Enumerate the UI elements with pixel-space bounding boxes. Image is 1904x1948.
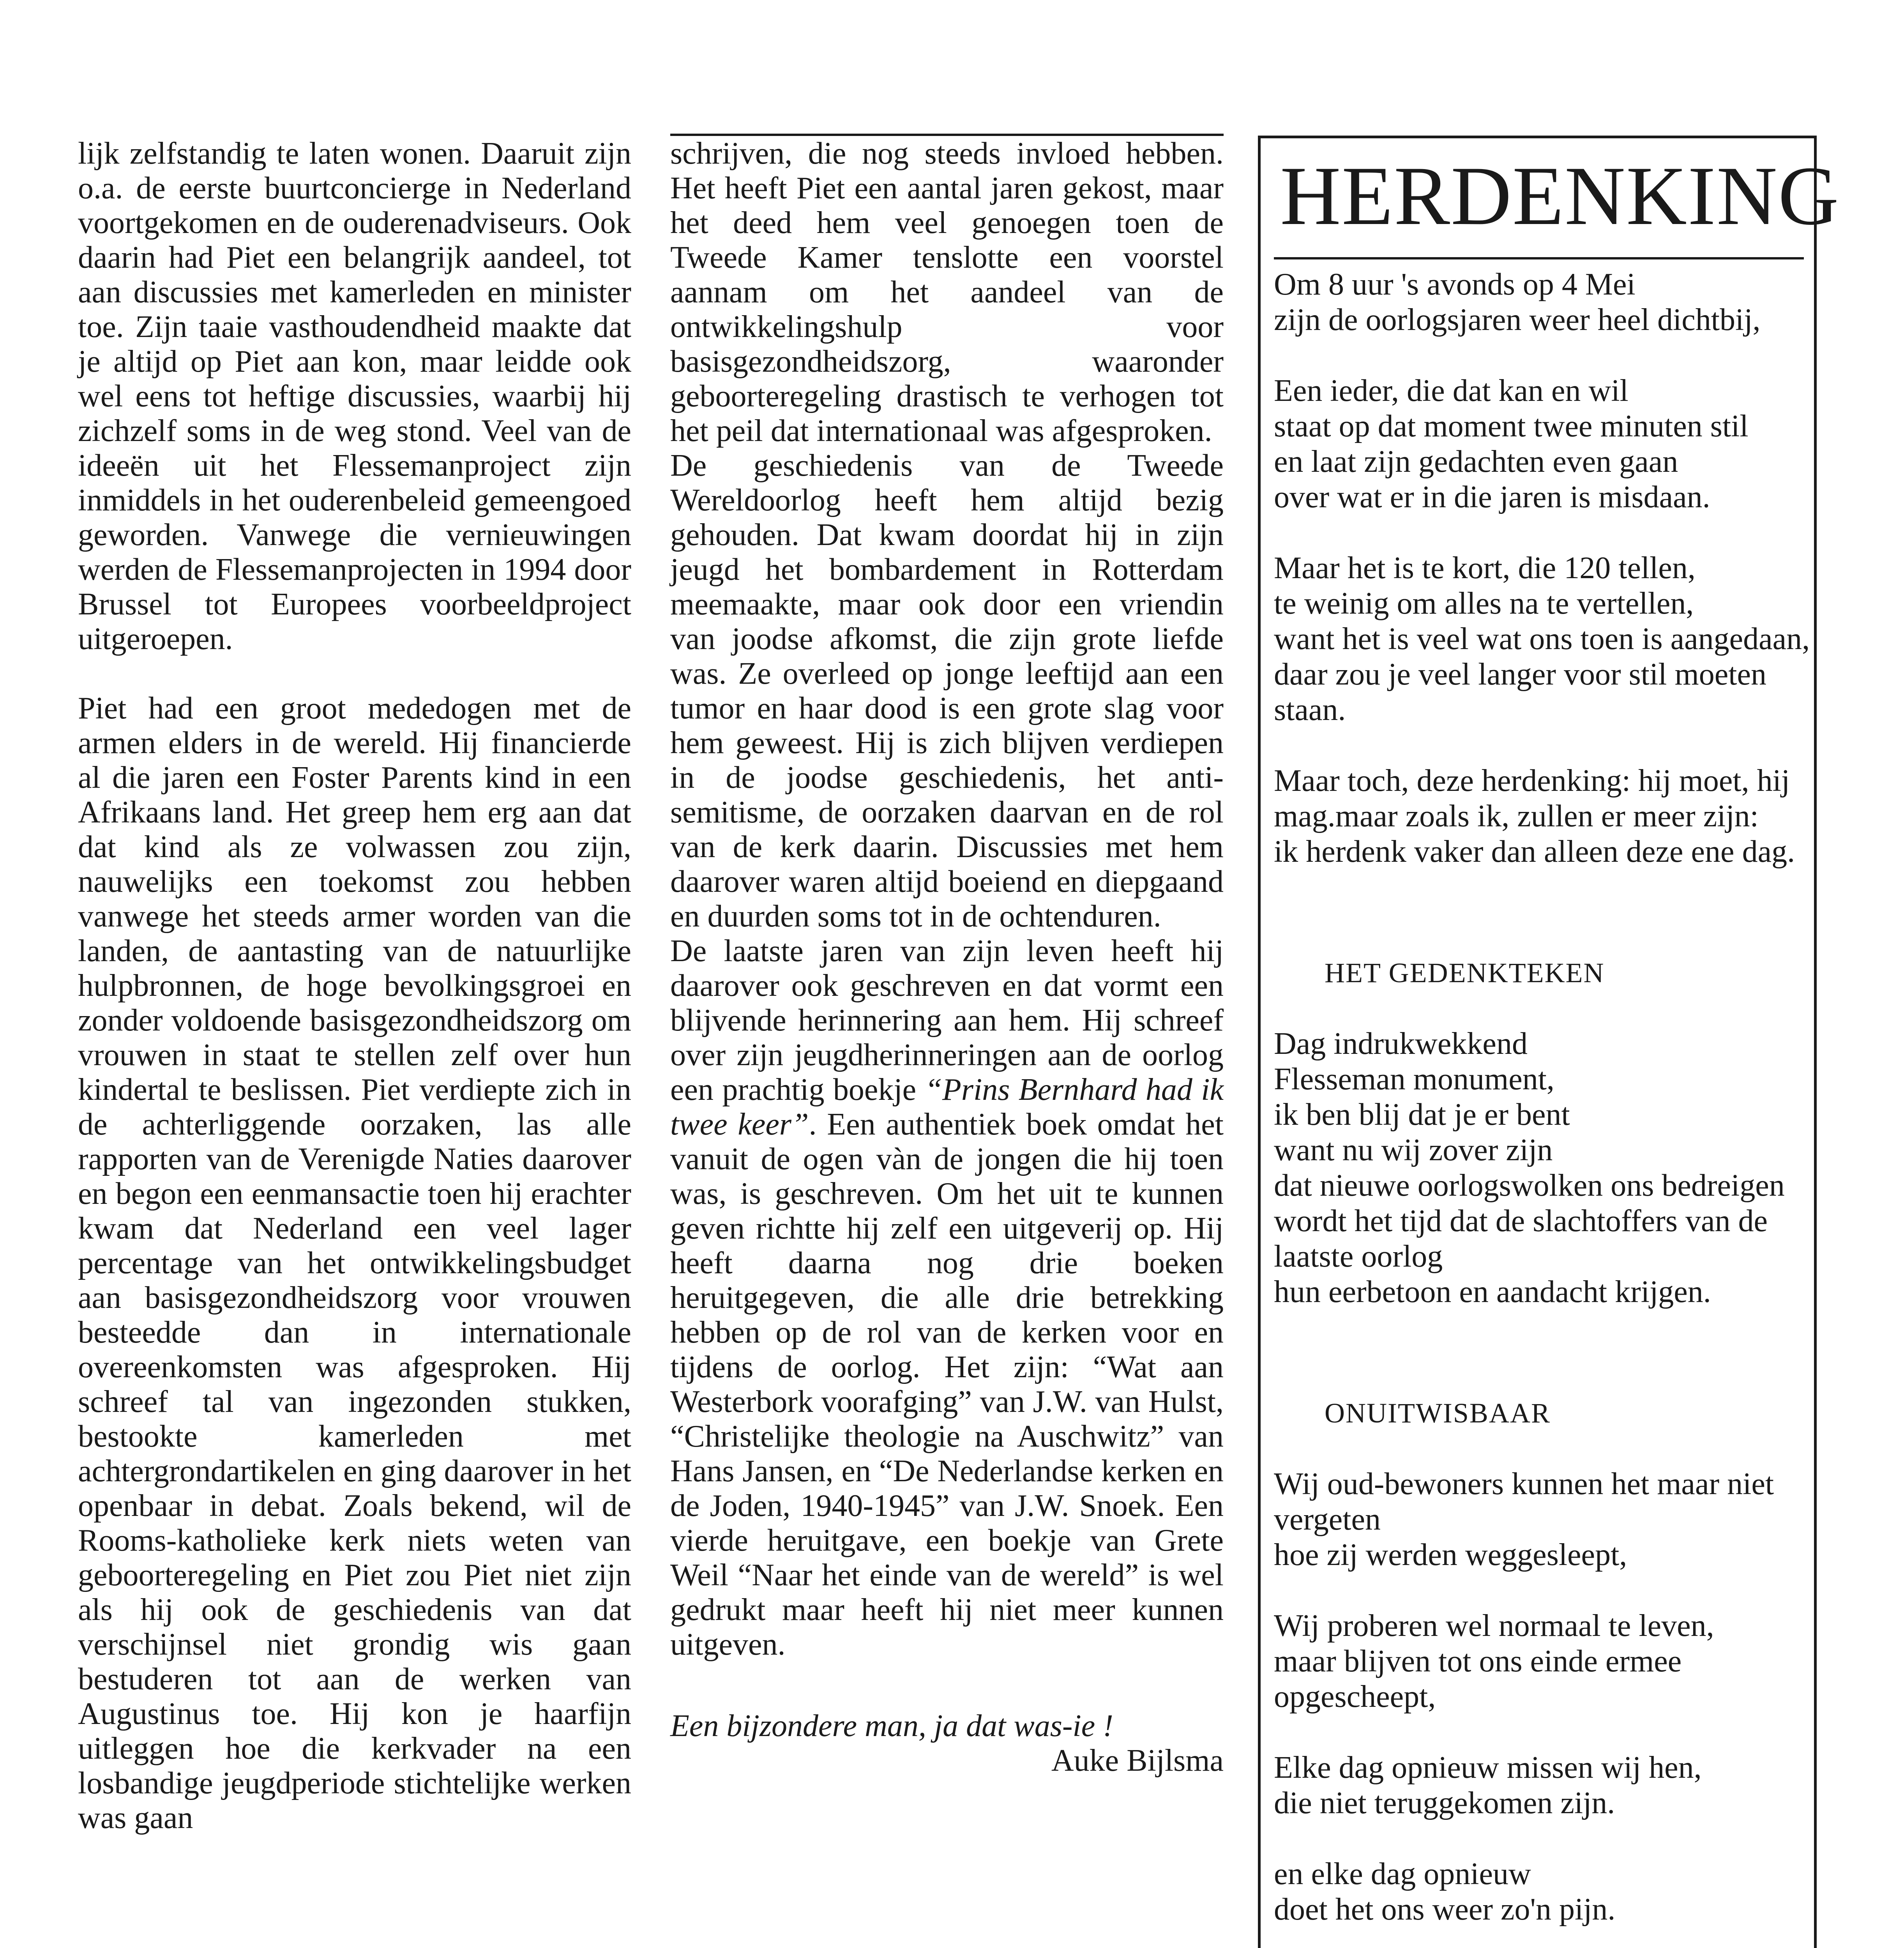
poem-line: ik herdenk vaker dan alleen deze ene dag.: [1274, 835, 1795, 869]
poem-line: over wat er in die jaren is misdaan.: [1274, 480, 1710, 514]
poem-line: dat nieuwe oorlogswolken ons bedreigen: [1274, 1168, 1785, 1203]
article-column-2: [670, 136, 1224, 1778]
poem-stanza: [1274, 1750, 1812, 1821]
book-title: “Prins Bernhard had ik twee keer”: [670, 1073, 1224, 1142]
section-heading: ONUITWISBAAR: [1325, 1397, 1551, 1429]
poem-stanza: [1274, 373, 1812, 515]
poem-line: te weinig om alles na te vertellen,: [1274, 586, 1694, 621]
article-column-1: [78, 136, 631, 1835]
paragraph-text: De laatste jaren van zijn leven heeft hij daarover ook geschreven en dat vormt een blijvende herinnering aan hem. Hij schreef over zijn jeugdherinneringen aan de oorlog een prachtig boekje: [670, 934, 1224, 1107]
poem-line: Maar toch, deze herdenking: hij moet, hij: [1274, 764, 1790, 798]
poem-line: maar blijven tot ons einde ermee: [1274, 1644, 1682, 1678]
poem-line: Flesseman monument,: [1274, 1062, 1554, 1096]
poem-line: vergeten: [1274, 1502, 1381, 1537]
poem-section-herdenking: [1274, 267, 1812, 870]
poem-line: want nu wij zover zijn: [1274, 1133, 1553, 1167]
paragraph-text: . Een authentiek boek omdat het vanuit de ogen vàn de jongen die hij toen was, is geschreven. Om het uit te kunnen geven richtte hij zelf een uitgeverij op. Hij heeft daarna nog drie boeken heruitgegeven, die alle drie betrekking hebben op de rol van de kerken voor en tijdens de oorlog. Het zijn: “Wat aan Westerbork voorafging” van J.W. van Hulst, “Christelijke theologie na Auschwitz” van Hans Jansen, en “De Nederlandse kerken en de Joden, 1940-1945” van J.W. Snoek. Een vierde heruitgave, een boekje van Grete Weil “Naar het einde van de wereld” is wel gedrukt maar heeft hij niet meer kunnen uitgeven.: [670, 1107, 1224, 1662]
poem-stanza: [1274, 1856, 1812, 1927]
article-paragraph: Piet had een groot mededogen met de armen elders in de wereld. Hij financierde al die jaren een Foster Parents kind in een Afrikaans land. Het greep hem erg aan dat dat kind als ze volwassen zou zijn, nauwelijks een toekomst zou hebben vanwege het steeds armer worden van die landen, de aantasting van de natuurlijke hulpbronnen, de hoge bevolkingsgroei en zonder voldoende basisgezondheidszorg om vrouwen in staat te stellen zelf over hun kindertal te beslissen. Piet verdiepte zich in de achterliggende oorzaken, las alle rapporten van de Verenigde Naties daarover en begon een eenmansactie toen hij erachter kwam dat Nederland een veel lager percentage van het ontwikkelingsbudget aan basisgezondheidszorg voor vrouwen besteedde dan in internationale overeenkomsten was afgesproken. Hij schreef tal van ingezonden stukken, bestookte kamerleden met achtergrondartikelen en ging daarover in het openbaar in debat. Zoals bekend, wil de Rooms-katholieke kerk niets weten van geboorteregeling en Piet zou Piet niet zijn als hij ook de geschiedenis van dat verschijnsel niet grondig wis gaan bestuderen tot aan de werken van Augustinus toe. Hij kon je haarfijn uitleggen hoe die kerkvader na een losbandige jeugdperiode stichtelijke werken was gaan: [78, 691, 631, 1835]
poem-line: Elke dag opnieuw missen wij hen,: [1274, 1750, 1702, 1785]
poem-line: Om 8 uur 's avonds op 4 Mei: [1274, 267, 1636, 302]
article-paragraph: De geschiedenis van de Tweede Wereldoorlog heeft hem altijd bezig gehouden. Dat kwam doordat hij in zijn jeugd het bombardement in Rotterdam meemaakte, maar ook door een vriendin van joodse afkomst, die zijn grote liefde was. Ze overleed op jonge leeftijd aan een tumor en haar dood is een grote slag voor hem geweest. Hij is zich blijven verdiepen in de joodse geschiedenis, het anti-semitisme, de oorzaken daarvan en de rol van de kerk daarin. Discussies met hem daarover waren altijd boeiend en diepgaand en duurden soms tot in de ochtenduren.: [670, 448, 1224, 933]
poem-line: hun eerbetoon en aandacht krijgen.: [1274, 1275, 1711, 1309]
poem-stanza: [1274, 1026, 1812, 1310]
title-rule: [1274, 257, 1804, 259]
poem-section-gedenkteken: [1274, 1026, 1812, 1310]
poem-line: mag.maar zoals ik, zullen er meer zijn:: [1274, 799, 1759, 833]
poem-line: Maar het is te kort, die 120 tellen,: [1274, 551, 1696, 585]
poem-title: HERDENKING: [1280, 149, 1840, 242]
poem-line: Dag indrukwekkend: [1274, 1027, 1528, 1061]
article-paragraph: [670, 934, 1224, 1662]
poem-stanza: [1274, 1466, 1812, 1573]
poem-line: en elke dag opnieuw: [1274, 1857, 1531, 1891]
poem-line: staan.: [1274, 693, 1346, 727]
closing-line: Een bijzondere man, ja dat was-ie !: [670, 1709, 1113, 1743]
poem-line: opgescheept,: [1274, 1680, 1436, 1714]
poem-line: hoe zij werden weggesleept,: [1274, 1538, 1627, 1572]
poem-line: doet het ons weer zo'n pijn.: [1274, 1892, 1616, 1927]
poem-line: ik ben blij dat je er bent: [1274, 1098, 1570, 1132]
author-name: Auke Bijlsma: [1051, 1743, 1224, 1778]
poem-stanza: [1274, 551, 1812, 728]
article-signoff: [670, 1709, 1224, 1778]
poem-line: Een ieder, die dat kan en wil: [1274, 374, 1628, 408]
poem-stanza: [1274, 763, 1812, 870]
poem-body: [1274, 267, 1812, 1948]
poem-line: Wij proberen wel normaal te leven,: [1274, 1609, 1714, 1643]
poem-line: want het is veel wat ons toen is aangedaan,: [1274, 622, 1810, 656]
poem-box: [1258, 136, 1840, 1948]
poem-line: wordt het tijd dat de slachtoffers van de: [1274, 1204, 1768, 1238]
poem-line: die niet teruggekomen zijn.: [1274, 1786, 1615, 1820]
poem-line: staat op dat moment twee minuten stil: [1274, 409, 1749, 443]
poem-line: daar zou je veel langer voor stil moeten: [1274, 657, 1766, 692]
poem-stanza: [1274, 267, 1812, 338]
section-heading: HET GEDENKTEKEN: [1325, 957, 1605, 988]
article-paragraph: schrijven, die nog steeds invloed hebben. Het heeft Piet een aantal jaren gekost, maar het deed hem veel genoegen toen de Tweede Kamer tenslotte een voorstel aannam om het aandeel van de ontwikkelingshulp voor basisgezondheidszorg, waaronder geboorteregeling drastisch te verhogen tot het peil dat internationaal was afgesproken.: [670, 136, 1224, 448]
column-top-rule: [670, 134, 1224, 136]
poem-line: zijn de oorlogsjaren weer heel dichtbij,: [1274, 303, 1761, 337]
poem-section-onuitwisbaar: [1274, 1466, 1812, 1927]
article-paragraph: lijk zelfstandig te laten wonen. Daaruit zijn o.a. de eerste buurtconcierge in Nederland voortgekomen en de ouderenadviseurs. Ook daarin had Piet een belangrijk aandeel, tot aan discussies met kamerleden en minister toe. Zijn taaie vasthoudendheid maakte dat je altijd op Piet aan kon, maar leidde ook wel eens tot heftige discussies, waarbij hij zichzelf soms in de weg stond. Veel van de ideeën uit het Flessemanproject zijn inmiddels in het ouderenbeleid gemeengoed geworden. Vanwege die vernieuwingen werden de Flessemanprojecten in 1994 door Brussel tot Europees voorbeeldproject uitgeroepen.: [78, 136, 631, 656]
poem-stanza: [1274, 1608, 1812, 1715]
poem-line: en laat zijn gedachten even gaan: [1274, 445, 1678, 479]
poem-line: Wij oud-bewoners kunnen het maar niet: [1274, 1467, 1774, 1501]
poem-line: laatste oorlog: [1274, 1239, 1443, 1274]
